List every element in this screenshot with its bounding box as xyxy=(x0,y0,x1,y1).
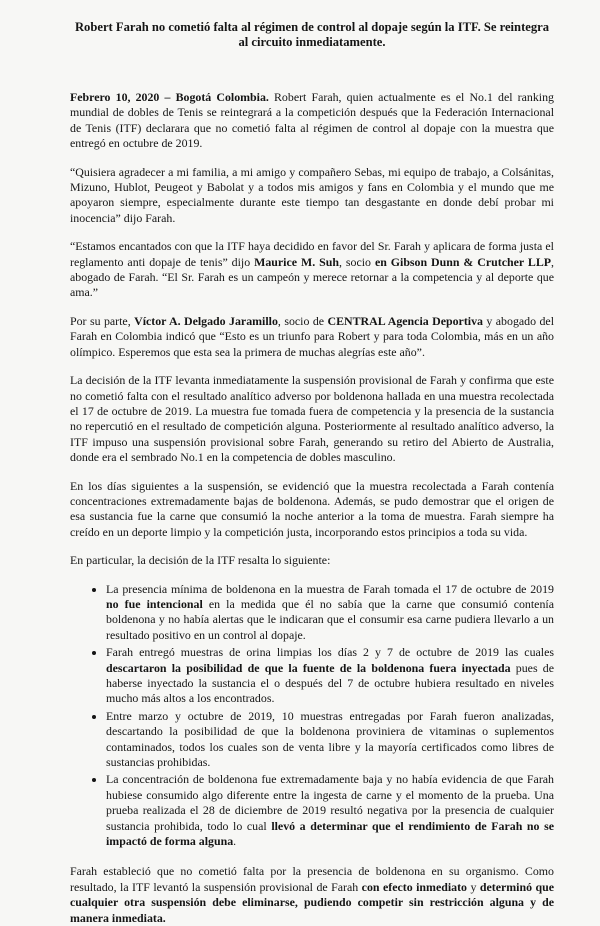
paragraph-farah-quote: “Quisiera agradecer a mi familia, a mi amigo y compañero Sebas, mi equipo de trabajo, a Colsánitas, Mizuno, Hublot, Peugeot y Babolat y a todos mis amigos y fans en Colombia y el mundo que me apoyaron siempre, especialmente durante este tiempo tan desgastante en donde debí probar mi inocencia” dijo Farah. xyxy=(70,164,554,225)
paragraph-delgado-quote: Por su parte, Víctor A. Delgado Jaramillo, socio de CENTRAL Agencia Deportiva y abogado del Farah en Colombia indicó que “Esto es un triunfo para Robert y para toda Colombia, más en un año olímpico. Esperemos que esta sea la primera de muchas alegrías este año”. xyxy=(70,313,555,359)
dateline: Febrero 10, 2020 – Bogotá Colombia. xyxy=(70,90,269,104)
paragraph-intro: Febrero 10, 2020 – Bogotá Colombia. Robert Farah, quien actualmente es el No.1 del ranking mundial de dobles de Tenis se reintegrará a la competición después que la Federación Internacional de Tenis (ITF) declarara que no cometió falta al régimen de control al dopaje con la muestra que entregó en octubre de 2019. xyxy=(70,90,554,151)
paragraph-evidence: En los días siguientes a la suspensión, se evidenció que la muestra recolectada a Farah contenía concentraciones extremadamente bajas de boldenona. Además, se pudo demostrar que el origen de esa sustancia fue la carne que consumió la noche anterior a la toma de muestra. Farah siempre ha creído en un deporte limpio y la competición justa, incorporando estos principios a toda su vida. xyxy=(70,478,554,539)
paragraph-highlights-intro: En particular, la decisión de la ITF resalta lo siguiente: xyxy=(70,553,331,568)
list-item: • La concentración de boldenona fue extremadamente baja y no había evidencia de que Farah hubiese consumido algo diferente entre la ingesta de carne y el momento de la prueba. Una prueba realizada el 28 de diciembre de 2019 resultó negativa por la presencia de cualquier sustancia prohibida, todo lo cual llevó a determinar que el rendimiento de Farah no se impactó de forma alguna. xyxy=(106,772,554,849)
list-item: • Entre marzo y octubre de 2019, 10 muestras entregadas por Farah fueron analizadas, descartando la posibilidad de que la boldenona proviniera de vitaminas o suplementos contaminados, todos los cuales son de venta libre y la mayoría certificados como libres de sustancias prohibidas. xyxy=(106,709,554,771)
headline: Robert Farah no cometió falta al régimen de control al dopaje según la ITF. Se reintegra al circuito inmediatamente. xyxy=(74,20,550,49)
list-item: • La presencia mínima de boldenona en la muestra de Farah tomada el 17 de octubre de 2019 no fue intencional en la medida que él no sabía que la carne que consumió contenía boldenona y no había alertas que le indicaran que el consumir esa carne pudiera llevarlo a un resultado positivo en un control al dopaje. xyxy=(106,582,554,644)
paragraph-decision: La decisión de la ITF levanta inmediatamente la suspensión provisional de Farah y confirma que este no cometió falta con el resultado analítico adverso por boldenona hallada en una muestra recolectada el 17 de octubre de 2019. La muestra fue tomada fuera de competencia y la presencia de la sustancia no repercutió en el resultado de competición alguna. Posteriormente al resultado analítico adverso, la ITF impuso una suspensión provisional sobre Farah, generando su retiro del Abierto de Australia, donde era el sembrado No.1 en la competencia de dobles masculino. xyxy=(70,373,554,465)
list-item: • Farah entregó muestras de orina limpias los días 2 y 7 de octubre de 2019 las cuales descartaron la posibilidad de que la fuente de la boldenona fuera inyectada pues de haberse inyectado la sustancia el o después del 7 de octubre hubiera resultado en niveles mucho más altos a los encontrados. xyxy=(106,645,554,707)
paragraph-conclusion: Farah estableció que no cometió falta por la presencia de boldenona en su organismo. Como resultado, la ITF levantó la suspensión provisional de Farah con efecto inmediato y determinó que cualquier otra suspensión debe eliminarse, pudiendo competir sin restricción alguna y de manera inmediata. xyxy=(70,864,554,925)
paragraph-suh-quote: “Estamos encantados con que la ITF haya decidido en favor del Sr. Farah y aplicara de forma justa el reglamento anti dopaje de tenis” dijo Maurice M. Suh, socio en Gibson Dunn & Crutcher LLP, abogado de Farah. “El Sr. Farah es un campeón y merece retornar a la competencia y al deporte que ama.” xyxy=(70,239,554,300)
highlights-list xyxy=(70,582,554,850)
